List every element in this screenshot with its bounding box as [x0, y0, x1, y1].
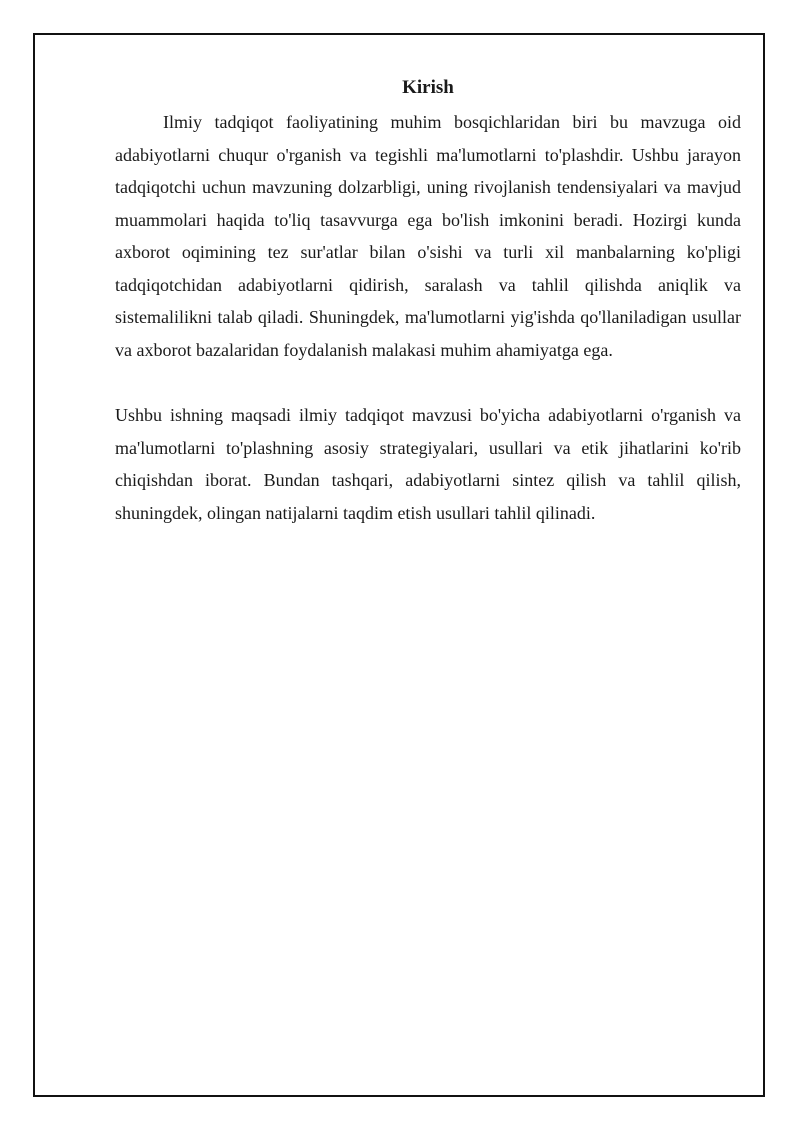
paragraph-intro: Ilmiy tadqiqot faoliyatining muhim bosqichlaridan biri bu mavzuga oid adabiyotlarni chuqur o'rganish va tegishli ma'lumotlarni to'plashdir. Ushbu jarayon tadqiqotchi uchun mavzuning dolzarbligi, uning rivojlanish tendensiyalari va mavjud muammolari haqida to'liq tasavvurga ega bo'lish imkonini beradi. Hozirgi kunda axborot oqimining tez sur'atlar bilan o'sishi va turli xil manbalarning ko'pligi tadqiqotchidan adabiyotlarni qidirish, saralash va tahlil qilishda aniqlik va sistemalilikni talab qiladi. Shuningdek, ma'lumotlarni yig'ishda qo'llaniladigan usullar va axborot bazalaridan foydalanish malakasi muhim ahamiyatga ega.: [115, 112, 741, 360]
paragraph-purpose: Ushbu ishning maqsadi ilmiy tadqiqot mavzusi bo'yicha adabiyotlarni o'rganish va ma'lumotlarni to'plashning asosiy strategiyalari, usullari va etik jihatlarini ko'rib chiqishdan iborat. Bundan tashqari, adabiyotlarni sintez qilish va tahlil qilish, shuningdek, olingan natijalarni taqdim etish usullari tahlil qilinadi.: [115, 405, 741, 523]
paragraph-spacer: [115, 366, 741, 399]
document-body: [115, 74, 741, 529]
section-heading: Kirish: [402, 77, 454, 98]
